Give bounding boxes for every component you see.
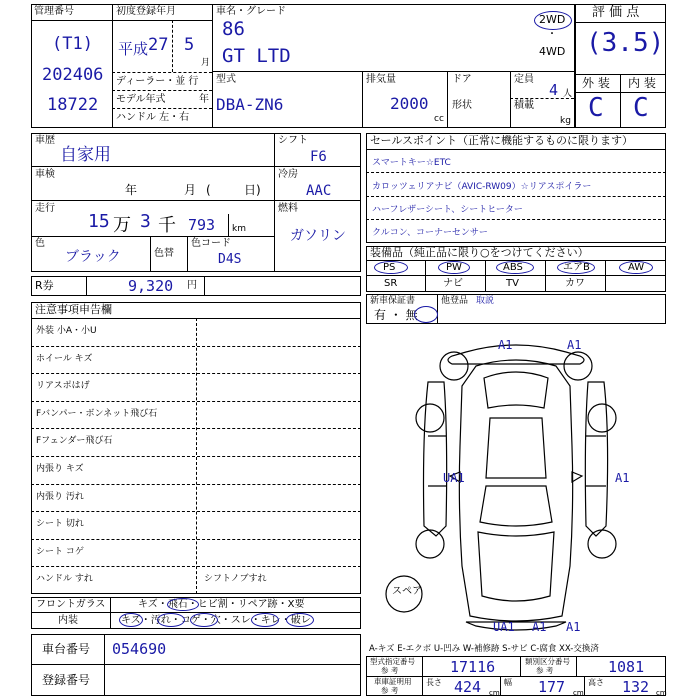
color: ブラック xyxy=(65,249,121,265)
history: 自家用 xyxy=(60,145,111,165)
ac-label: 冷房 xyxy=(278,169,298,180)
int-cut-circle xyxy=(286,613,314,627)
int-label: 内 装 xyxy=(628,76,656,90)
name-label: 車名・グレード xyxy=(216,6,286,17)
recycle-amount: 9,320 xyxy=(128,277,174,295)
width-unit: cm xyxy=(573,689,584,697)
mgmt-label: 管理番号 xyxy=(34,6,74,17)
interior-label: 内装 xyxy=(58,615,78,626)
cert-ref: 参 考 xyxy=(381,686,399,695)
displacement-label: 排気量 xyxy=(366,74,396,85)
mileage-rest: 793 xyxy=(188,216,216,234)
equip-navi: ナビ xyxy=(443,278,463,289)
insp-month: 月 xyxy=(184,183,197,197)
door-label: ドア xyxy=(452,74,472,85)
sales-item-4: クルコン、コーナーセンサー xyxy=(372,228,488,238)
equip-sr: SR xyxy=(384,278,398,289)
color-label: 色 xyxy=(35,238,45,249)
class-no-ref: 参 考 xyxy=(536,666,554,675)
height-label: 高さ xyxy=(588,678,604,687)
damage-legend: A-キズ E-エクボ U-凹み W-補修跡 S-サビ C-腐食 XX-交換済 xyxy=(369,644,599,654)
score: (3.5) xyxy=(586,28,665,58)
cert-label: 車庫証明用 xyxy=(374,677,412,686)
insp-paren: ( xyxy=(206,183,211,197)
equip-pw: PW xyxy=(446,262,462,273)
damage-mark-3: UA1 xyxy=(443,471,465,485)
equip-aw: AW xyxy=(628,262,645,273)
note-row-6: 内張り キズ xyxy=(36,464,84,474)
int-dirt-circle xyxy=(157,613,185,627)
mgmt-code: (T1) xyxy=(52,34,93,54)
note-row-7: 内張り 汚れ xyxy=(36,491,84,502)
sales-label: セールスポイント（正常に機能するものに限ります） xyxy=(370,134,634,147)
reg-year: 27 xyxy=(148,35,169,55)
mileage-label: 走行 xyxy=(35,203,55,214)
reg-label: 登録番号 xyxy=(42,673,91,687)
sen-unit: 千 xyxy=(158,215,176,236)
chassis-label: 車台番号 xyxy=(42,642,91,656)
equip-tv: TV xyxy=(506,278,519,289)
width: 177 xyxy=(538,678,566,696)
recolor-label: 色替 xyxy=(154,248,174,259)
shape-label: 形状 xyxy=(452,100,472,111)
fuel: ガソリン xyxy=(290,228,346,244)
glass-value: キズ・飛石・ヒビ割・リペア跡・X要 xyxy=(138,599,305,610)
note-row-10: ハンドル すれ xyxy=(36,574,93,585)
damage-mark-5: UA1 xyxy=(493,620,515,634)
note-row-3: リアスポはげ xyxy=(36,381,90,392)
mgmt-number-1: 202406 xyxy=(42,65,104,85)
note-row-4: Fバンパー・ボンネット飛び石 xyxy=(36,408,158,419)
len-label: 長さ xyxy=(426,678,442,687)
note-row-8: シート 切れ xyxy=(36,519,84,530)
type-no: 17116 xyxy=(450,658,496,676)
delivery-label: 他登品 xyxy=(441,296,469,306)
ext-grade: C xyxy=(588,93,604,123)
note-row-9: シート コゲ xyxy=(36,546,84,557)
color-code: D4S xyxy=(218,252,242,267)
type-no-ref: 参 考 xyxy=(381,666,399,675)
yen-unit: 円 xyxy=(187,280,197,291)
ext-label: 外 装 xyxy=(582,76,610,90)
first-reg-label: 初度登録年月 xyxy=(116,6,176,17)
recycle-label: R券 xyxy=(35,279,54,292)
chassis-number: 054690 xyxy=(112,640,167,658)
model-year-label: モデル年式 xyxy=(116,94,166,105)
inspection-label: 車検 xyxy=(35,169,55,180)
int-scratch-circle xyxy=(119,613,143,627)
glass-label: フロントガラス xyxy=(36,599,106,610)
sales-item-3: ハーフレザーシート、シートヒーター xyxy=(372,205,523,215)
glass-chip-circle xyxy=(167,598,199,611)
cc-unit: cc xyxy=(434,114,444,124)
mileage-10k: 15 xyxy=(88,211,110,232)
height-unit: cm xyxy=(656,689,667,697)
int-rub-circle xyxy=(251,613,279,627)
man-unit: 万 xyxy=(113,215,131,236)
warranty-none-circle xyxy=(414,306,438,323)
damage-mark-6: A1 xyxy=(532,620,547,634)
type-no-label: 型式指定番号 xyxy=(370,657,415,666)
score-label: 評 価 点 xyxy=(592,5,640,20)
handle-label: ハンドル 左・右 xyxy=(116,112,190,123)
delivery-value: 取説 xyxy=(476,296,495,306)
warranty-value: 有 ・ 無 xyxy=(374,308,418,322)
spare-label: スペア xyxy=(392,586,422,597)
era: 平成 xyxy=(118,40,149,58)
equip-leather: カワ xyxy=(565,278,585,289)
drive-4wd: 4WD xyxy=(539,45,566,58)
note-row-5: Fフェンダー飛び石 xyxy=(36,436,113,447)
dealer-label: ディーラー・並 行 xyxy=(116,76,199,87)
car-name: 86 xyxy=(222,18,245,40)
ac: AAC xyxy=(306,183,332,199)
kg-unit: kg xyxy=(560,116,571,126)
len-unit: cm xyxy=(489,689,500,697)
int-burn-circle xyxy=(190,613,218,627)
model-type: DBA-ZN6 xyxy=(216,95,284,114)
capacity-unit: 人 xyxy=(563,89,573,99)
mileage-1k: 3 xyxy=(140,211,151,232)
insp-day: 日) xyxy=(244,183,261,197)
color-code-label: 色コード xyxy=(191,238,231,249)
year-suffix: 年 xyxy=(199,94,209,105)
mgmt-number-2: 18722 xyxy=(47,95,99,115)
shift-label: シフト xyxy=(278,135,308,146)
damage-mark-7: A1 xyxy=(566,620,581,634)
class-no: 1081 xyxy=(608,658,645,676)
reg-month: 5 xyxy=(184,35,195,55)
damage-mark-2: A1 xyxy=(567,338,582,352)
note-row-1: 外装 小A・小U xyxy=(36,326,97,336)
capacity: 4 xyxy=(549,81,559,99)
notes-label: 注意事項申告欄 xyxy=(35,303,112,316)
equipment-label: 装備品（純正品に限り○をつけてください） xyxy=(370,246,589,259)
note-extra: シフトノブすれ xyxy=(204,574,267,585)
note-row-2: ホイール キズ xyxy=(36,353,93,364)
shift: F6 xyxy=(310,149,327,165)
width-label: 幅 xyxy=(504,678,512,687)
month-suffix: 月 xyxy=(201,58,211,68)
insp-year: 年 xyxy=(125,183,138,197)
length: 424 xyxy=(454,678,482,696)
displacement: 2000 xyxy=(390,94,429,113)
drive-2wd: 2WD xyxy=(539,13,566,26)
drive-dot: ・ xyxy=(547,29,557,40)
fuel-label: 燃料 xyxy=(278,203,298,214)
interior-value: キズ・汚れ・コゲ・穴・スレ・キレ・破レ xyxy=(121,615,311,626)
sales-item-2: カロッツェリアナビ（AVIC-RW09）☆リアスポイラー xyxy=(372,182,592,192)
sales-item-1: スマートキー☆ETC xyxy=(372,158,451,168)
warranty-label: 新車保証書 xyxy=(370,296,416,306)
damage-mark-1: A1 xyxy=(498,338,513,352)
height: 132 xyxy=(622,678,650,696)
damage-mark-4: A1 xyxy=(615,471,630,485)
km-unit: km xyxy=(232,224,246,234)
class-no-label: 類別区分番号 xyxy=(525,657,570,666)
load-label: 積載 xyxy=(514,100,534,111)
history-label: 車歴 xyxy=(35,135,55,146)
int-grade: C xyxy=(633,93,649,123)
capacity-label: 定員 xyxy=(514,74,534,85)
equip-airbag: エアB xyxy=(563,262,590,273)
type-label: 型式 xyxy=(216,74,236,85)
equip-ps: PS xyxy=(383,262,396,273)
grade: GT LTD xyxy=(222,45,291,67)
equip-abs: ABS xyxy=(503,262,523,273)
